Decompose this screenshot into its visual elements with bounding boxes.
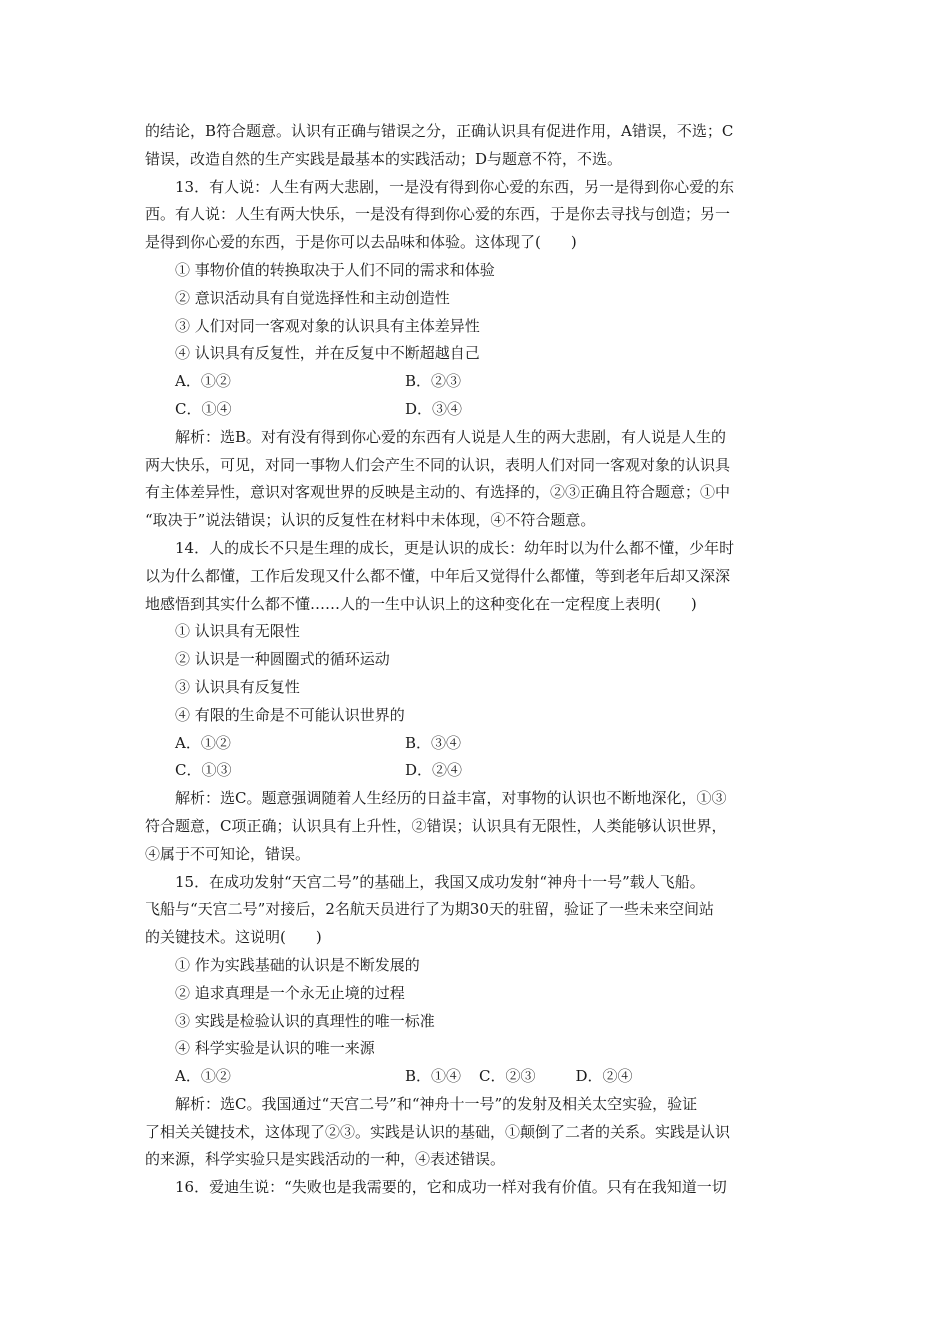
text-line: 两大快乐，可见，对同一事物人们会产生不同的认识，表明人们对同一客观对象的认识具 (145, 455, 731, 474)
statement-item: ③ 人们对同一客观对象的认识具有主体差异性 (175, 316, 480, 335)
text-line: 西。有人说：人生有两大快乐，一是没有得到你心爱的东西，于是你去寻找与创造；另一 (145, 205, 731, 224)
text-line: 飞船与“天宫二号”对接后，2名航天员进行了为期30天的驻留，验证了一些未来空间站 (145, 900, 714, 919)
option-c: C．②③ (479, 1067, 536, 1086)
text-line: “取决于”说法错误；认识的反复性在材料中未体现，④不符合题意。 (145, 511, 596, 530)
option-a: A．①② (175, 1067, 231, 1086)
options-row (145, 730, 810, 758)
text-line: ④属于不可知论，错误。 (145, 844, 311, 863)
option-a: A．①② (175, 733, 231, 752)
options-row (145, 1063, 810, 1091)
text-line: 的结论，B符合题意。认识有正确与错误之分，正确认识具有促进作用，A错误，不选；C (145, 122, 734, 140)
statement-item: ④ 科学实验是认识的唯一来源 (175, 1039, 375, 1058)
option-d: D．②④ (575, 1067, 633, 1086)
statement-item: ① 事物价值的转换取决于人们不同的需求和体验 (175, 260, 495, 279)
options-row (145, 757, 810, 785)
document-page (145, 118, 810, 1202)
statement-item: ② 追求真理是一个永无止境的过程 (175, 983, 405, 1002)
option-c: C．①④ (175, 399, 232, 418)
option-d: D．③④ (405, 399, 463, 418)
statement-item: ② 意识活动具有自觉选择性和主动创造性 (175, 288, 450, 307)
text-line: 有主体差异性，意识对客观世界的反映是主动的、有选择的，②③正确且符合题意；①中 (145, 483, 731, 502)
statement-item: ④ 有限的生命是不可能认识世界的 (175, 705, 405, 724)
option-b: B．①④ (405, 1067, 462, 1086)
text-line: 符合题意，C项正确；认识具有上升性，②错误；认识具有无限性，人类能够认识世界， (145, 816, 727, 835)
question-15-stem: 15．在成功发射“天宫二号”的基础上，我国又成功发射“神舟十一号”载人飞船。 (175, 872, 705, 891)
text-line: 是得到你心爱的东西，于是你可以去品味和体验。这体现了( ) (145, 233, 577, 252)
option-d: D．②④ (405, 761, 463, 780)
statement-item: ③ 认识具有反复性 (175, 677, 300, 696)
analysis-text: 解析：选C。题意强调随着人生经历的日益丰富，对事物的认识也不断地深化，①③ (175, 789, 727, 808)
statement-item: ① 认识具有无限性 (175, 622, 300, 641)
text-line: 错误，改造自然的生产实践是最基本的实践活动；D与题意不符，不选。 (145, 149, 623, 168)
text-line: 的关键技术。这说明( ) (145, 928, 322, 947)
statement-item: ② 认识是一种圆圈式的循环运动 (175, 650, 390, 669)
options-row (145, 368, 810, 396)
question-13-stem: 13．有人说：人生有两大悲剧，一是没有得到你心爱的东西，另一是得到你心爱的东 (175, 177, 735, 196)
question-14-stem: 14．人的成长不只是生理的成长，更是认识的成长：幼年时以为什么都不懂，少年时 (175, 538, 735, 557)
analysis-text: 解析：选C。我国通过“天宫二号”和“神舟十一号”的发射及相关太空实验，验证 (175, 1094, 698, 1113)
statement-item: ④ 认识具有反复性，并在反复中不断超越自己 (175, 344, 480, 363)
option-a: A．①② (175, 372, 231, 391)
text-line: 的来源，科学实验只是实践活动的一种，④表述错误。 (145, 1150, 506, 1169)
text-line: 以为什么都懂，工作后发现又什么都不懂，中年后又觉得什么都懂，等到老年后却又深深 (145, 566, 731, 585)
option-c: C．①③ (175, 761, 232, 780)
analysis-text: 解析：选B。对有没有得到你心爱的东西有人说是人生的两大悲剧，有人说是人生的 (175, 427, 727, 446)
statement-item: ③ 实践是检验认识的真理性的唯一标准 (175, 1011, 435, 1030)
options-row (145, 396, 810, 424)
question-16-stem: 16．爱迪生说：“失败也是我需要的，它和成功一样对我有价值。只有在我知道一切 (175, 1178, 727, 1197)
text-line: 了相关关键技术，这体现了②③。实践是认识的基础，①颠倒了二者的关系。实践是认识 (145, 1122, 731, 1141)
option-b: B．③④ (405, 733, 462, 752)
text-line: 地感悟到其实什么都不懂……人的一生中认识上的这种变化在一定程度上表明( ) (145, 594, 697, 613)
statement-item: ① 作为实践基础的认识是不断发展的 (175, 955, 420, 974)
option-b: B．②③ (405, 372, 462, 391)
